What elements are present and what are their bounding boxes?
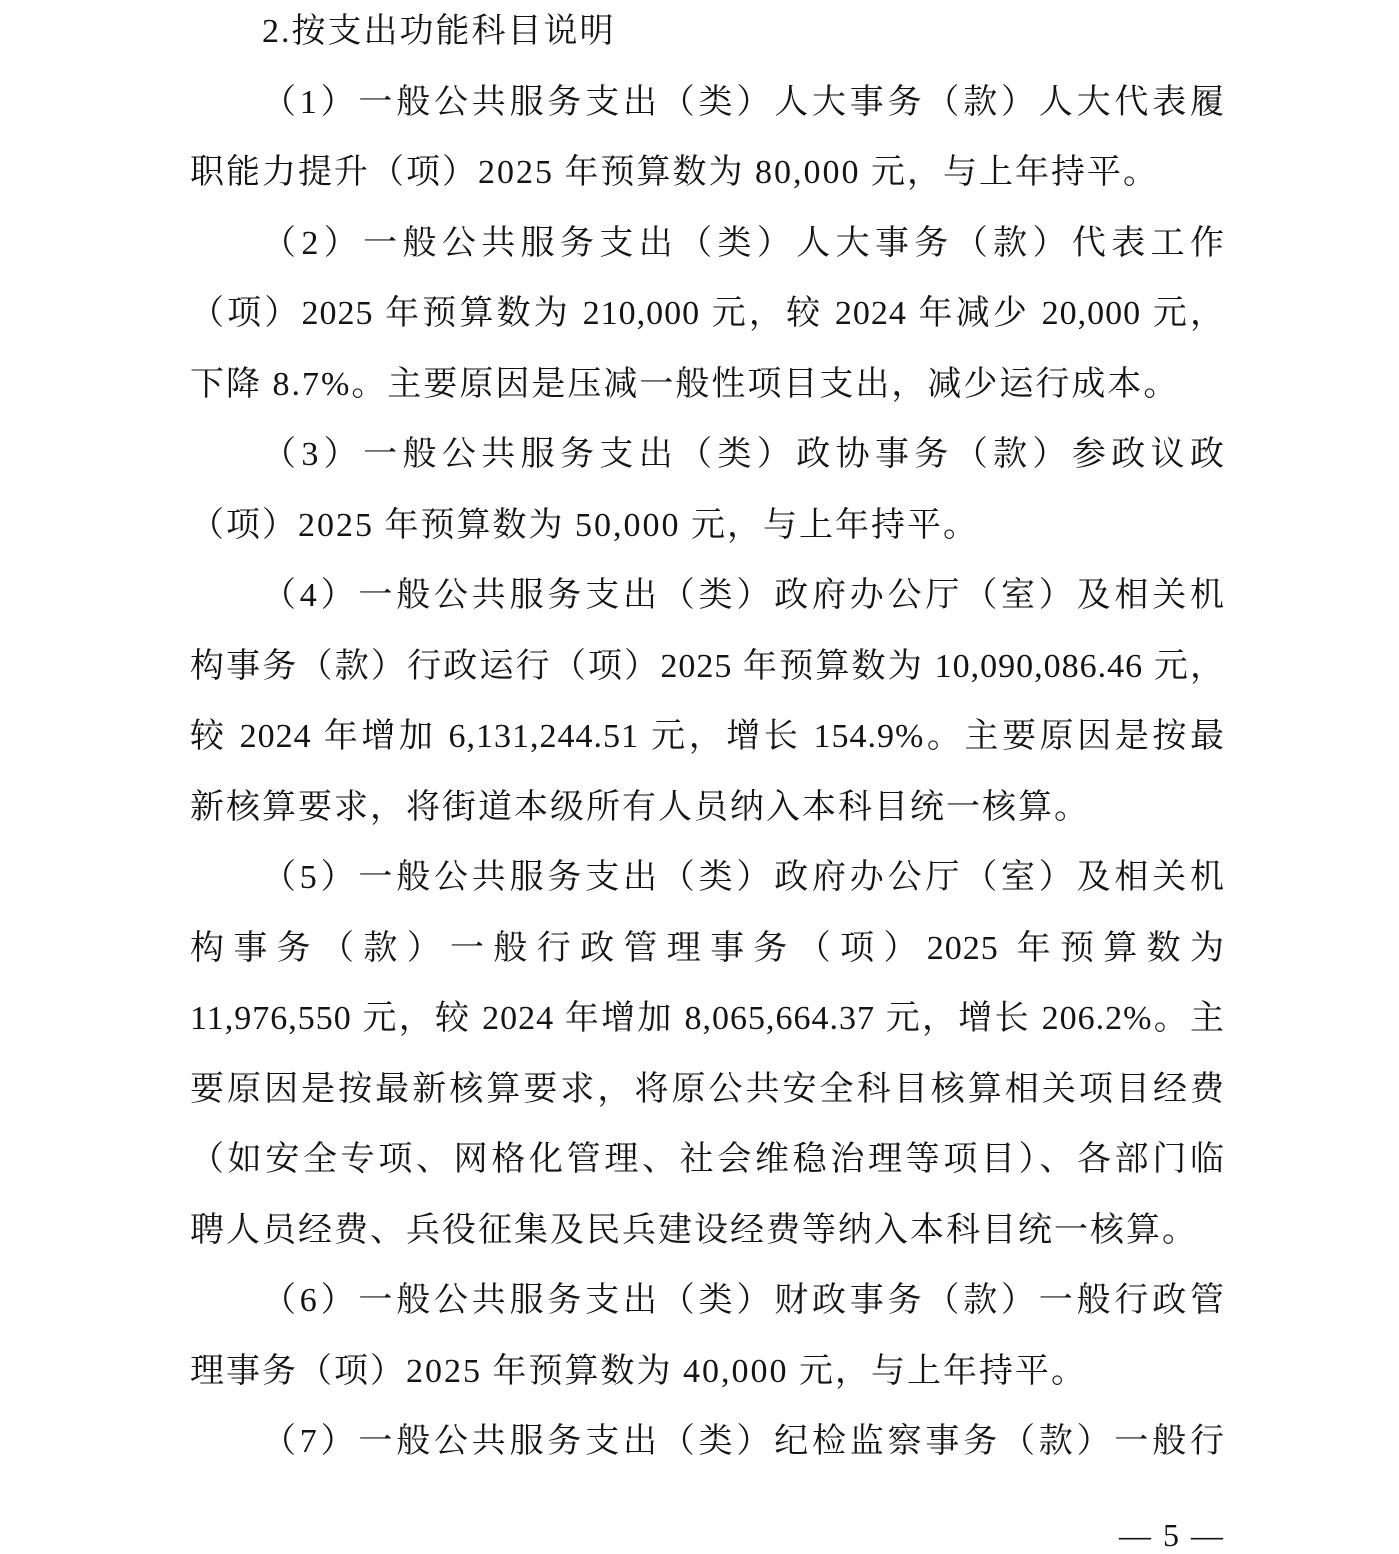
paragraph-line: 聘人员经费、兵役征集及民兵建设经费等纳入本科目统一核算。	[190, 1211, 1198, 1249]
paragraph-line: （5）一般公共服务支出（类）政府办公厅（室）及相关机	[262, 859, 1225, 896]
document-body	[190, 0, 1225, 1478]
section-heading: 2.按支出功能科目说明	[262, 13, 616, 50]
paragraph-line: 理事务（项）2025 年预算数为 40,000 元，与上年持平。	[190, 1352, 1087, 1390]
page-number: — 5 —	[1119, 1517, 1225, 1553]
paragraph-line: 构事务（款）一般行政管理事务（项）2025 年预算数为	[190, 929, 1225, 967]
paragraph-line: （2）一般公共服务支出（类）人大事务（款）代表工作	[262, 224, 1225, 262]
paragraph-line: （3）一般公共服务支出（类）政协事务（款）参政议政	[262, 436, 1225, 473]
paragraph-7	[190, 1407, 1225, 1478]
paragraph-3	[190, 420, 1225, 561]
paragraph-line: （4）一般公共服务支出（类）政府办公厅（室）及相关机	[262, 577, 1225, 614]
paragraph-line: （1）一般公共服务支出（类）人大事务（款）人大代表履	[262, 83, 1225, 121]
paragraph-line: （如安全专项、网格化管理、社会维稳治理等项目）、各部门临	[190, 1141, 1225, 1178]
paragraph-4	[190, 561, 1225, 843]
paragraph-1	[190, 68, 1225, 209]
paragraph-line: 新核算要求，将街道本级所有人员纳入本科目统一核算。	[190, 788, 1090, 826]
paragraph-line: 较 2024 年增加 6,131,244.51 元，增长 154.9%。主要原因是按最	[190, 718, 1225, 755]
paragraph-line: 下降 8.7%。主要原因是压减一般性项目支出，减少运行成本。	[190, 365, 1180, 403]
paragraph-line: 要原因是按最新核算要求，将原公共安全科目核算相关项目经费	[190, 1070, 1225, 1108]
paragraph-line: （项）2025 年预算数为 210,000 元，较 2024 年减少 20,000 元，	[190, 295, 1225, 332]
paragraph-line: 11,976,550 元，较 2024 年增加 8,065,664.37 元，增长 206.2%。主	[190, 1000, 1225, 1037]
paragraph-2	[190, 209, 1225, 421]
paragraph-line: 职能力提升（项）2025 年预算数为 80,000 元，与上年持平。	[190, 154, 1159, 191]
paragraph-line: （7）一般公共服务支出（类）纪检监察事务（款）一般行	[262, 1423, 1225, 1460]
paragraph-line: 构事务（款）行政运行（项）2025 年预算数为 10,090,086.46 元，	[190, 647, 1225, 685]
paragraph-6	[190, 1266, 1225, 1407]
paragraph-line: （项）2025 年预算数为 50,000 元，与上年持平。	[190, 506, 979, 544]
paragraph-line: （6）一般公共服务支出（类）财政事务（款）一般行政管	[262, 1282, 1225, 1319]
paragraph-5	[190, 843, 1225, 1266]
